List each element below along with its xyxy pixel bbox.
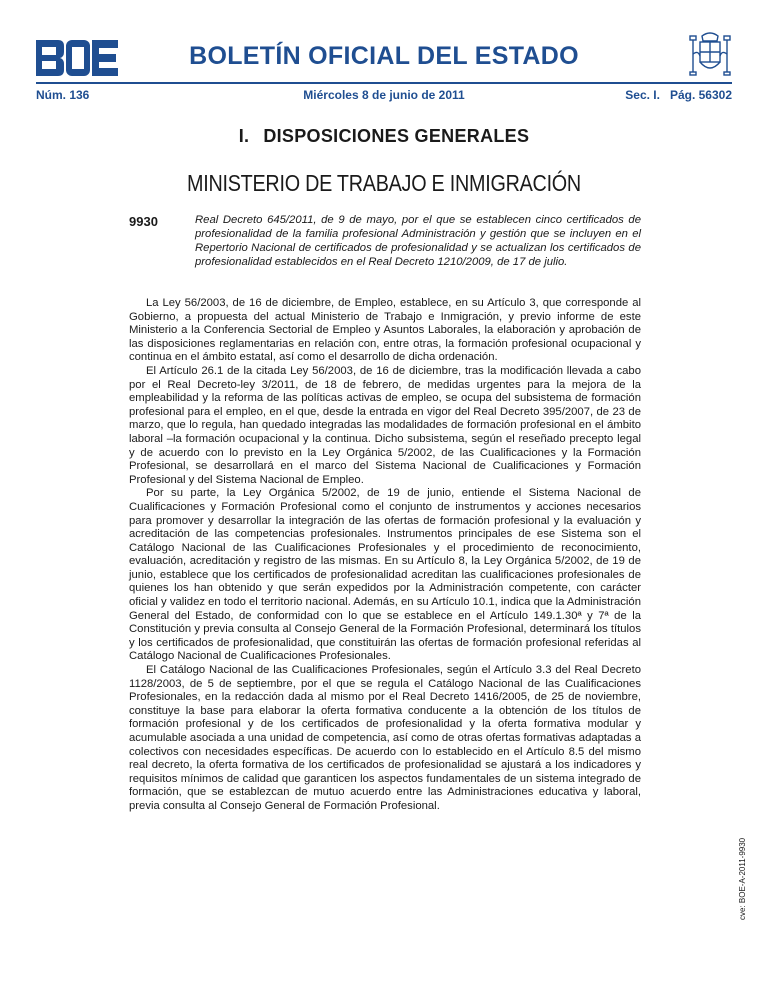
cve-identifier: cve: BOE-A-2011-9930 <box>738 837 747 920</box>
header-rule <box>36 82 732 84</box>
paragraph: El Catálogo Nacional de las Cualificaciones Profesionales, según el Artículo 3.3 del Real Decreto 1128/2003, de 5 de septiembre, por el que se regula el Catálogo Nacional de las Cualificaciones Profesionales, en la redacción dada al mismo por el Real Decreto 1416/2005, de 25 de noviembre, constituye la base para elaborar la oferta formativa conducente a la obtención de los títulos de formación profesional y de los certificados de profesionalidad y la oferta formativa modular y acumulable asociada a una unidad de competencia, así como de otras ofertas formativas adaptadas a colectivos con necesidades específicas. De acuerdo con lo establecido en el Artículo 8.5 del mismo real decreto, la oferta formativa de los certificados de profesionalidad se ajustará a los indicadores y requisitos mínimos de calidad que garanticen los aspectos fundamentales de un sistema integrado de formación, que se establezcan de mutuo acuerdo entre las Administraciones educativa y laboral, previa consulta al Consejo General de Formación Profesional. <box>129 664 641 812</box>
section-title: DISPOSICIONES GENERALES <box>263 126 530 146</box>
disposition-number: 9930 <box>129 214 158 229</box>
issue-date: Miércoles 8 de junio de 2011 <box>303 88 465 102</box>
bulletin-title: BOLETÍN OFICIAL DEL ESTADO <box>189 42 579 70</box>
disposition-title: Real Decreto 645/2011, de 9 de mayo, por el que se establecen cinco certificados de profesionalidad de la familia profesional Administración y gestión que se incluyen en el Repertorio Nacional de certificados de profesionalidad y se actualizan los certificados de profesionalidad establecidos en el Real Decreto 1210/2009, de 17 de julio. <box>195 214 641 268</box>
ministry-heading: MINISTERIO DE TRABAJO E INMIGRACIÓN <box>187 170 581 196</box>
issue-number: Núm. 136 <box>36 88 90 102</box>
document-body <box>129 297 641 814</box>
paragraph: La Ley 56/2003, de 16 de diciembre, de Empleo, establece, en su Artículo 3, que corresponde al Gobierno, a propuesta del actual Ministerio de Trabajo e Inmigración, y previo informe de este Ministerio a la Conferencia Sectorial de Empleo y Asuntos Laborales, la elaboración y aprobación de las disposiciones reglamentarias en relación con, entre otras, la formación profesional ocupacional y continua en el ámbito estatal, así como el desarrollo de dicha ordenación. <box>129 297 641 364</box>
section-number: I. <box>238 126 250 146</box>
section-heading <box>0 126 768 147</box>
paragraph: El Artículo 26.1 de la citada Ley 56/2003, de 16 de diciembre, tras la modificación llevada a cabo por el Real Decreto-ley 3/2011, de 18 de febrero, de medidas urgentes para la mejora de la empleabilidad y la reforma de las políticas activas de empleo, se ocupa del subsistema de formación profesional para el empleo, en el que, desde la entrada en vigor del Real Decreto 395/2007, de 23 de marzo, que lo regula, han quedado integradas las modalidades de formación profesional en el ámbito laboral –la formación ocupacional y la continua. Dicho subsistema, según el reseñado precepto legal y de acuerdo con lo previsto en la Ley Orgánica 5/2002, de las Cualificaciones y la Formación Profesional, se desarrollará en el marco del Sistema Nacional de Cualificaciones y Formación Profesional y del Sistema Nacional de Empleo. <box>129 364 641 486</box>
section-page: Sec. I. Pág. 56302 <box>625 88 732 102</box>
spain-coat-of-arms-icon <box>688 30 732 78</box>
paragraph: Por su parte, la Ley Orgánica 5/2002, de 19 de junio, entiende el Sistema Nacional de Cualificaciones y Formación Profesional como el conjunto de instrumentos y acciones necesarios para promover y desarrollar la integración de las ofertas de formación profesional y la evaluación y acreditación de las competencias profesionales. Instrumentos principales de ese Sistema son el Catálogo Nacional de las Cualificaciones Profesionales y el procedimiento de reconocimiento, evaluación, acreditación y registro de las mismas. En su Artículo 8, la Ley Orgánica 5/2002, de 19 de junio, establece que los certificados de profesionalidad acreditan las cualificaciones profesionales de quienes los han obtenido y que serán expedidos por la Administración competente, con carácter oficial y validez en todo el territorio nacional. Además, en su Artículo 10.1, indica que la Administración General del Estado, de conformidad con lo que se establece en el Artículo 149.1.30ª y 7ª de la Constitución y previa consulta al Consejo General de la Formación Profesional, determinará los títulos y los certificados de profesionalidad, que constituirán las ofertas de formación profesional referidas al Catálogo Nacional de Cualificaciones Profesionales. <box>129 487 641 663</box>
